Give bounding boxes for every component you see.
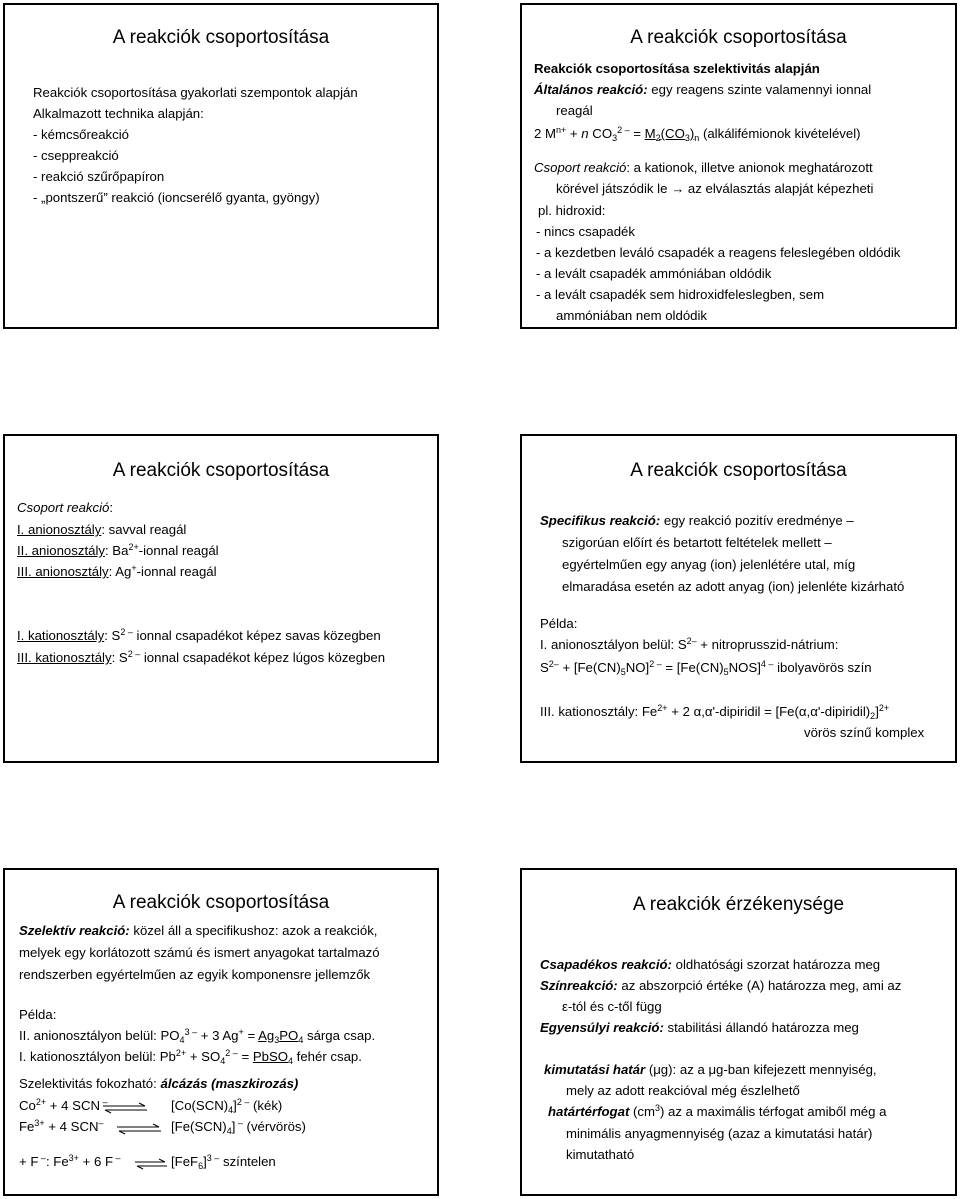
slide-title: A reakciók csoportosítása (112, 460, 330, 481)
list-item: - a levált csapadék sem hidroxidfeleslegben, sem (536, 287, 825, 302)
definition-selective: Szelektív reakció: közel áll a specifikushoz: azok a reakciók, (19, 923, 378, 938)
reaction-fluoride: + F –: $Fe^{3+} + 6$ F – (19, 1153, 121, 1169)
list-item: - cseppreakció (33, 148, 119, 163)
slide-selective-reaction (3, 868, 439, 1196)
example-label: Példa: (540, 616, 578, 631)
definition-continuation: körével játszódik le → az elválasztás alapját képezheti (556, 181, 874, 196)
slide-title: A reakciók csoportosítása (112, 27, 330, 48)
example-equation: $S^{2-} + [Fe(CN)_5NO]^{2 -} = [Fe(CN)_5NOS]^{4 -}$ ibolyavörös szín (540, 659, 872, 677)
definition-continuation: reagál (556, 103, 593, 118)
list-item-continuation: ammóniában nem oldódik (556, 308, 708, 323)
slide-selectivity-grouping (520, 3, 957, 329)
definition-continuation: egyértelműen egy anyag (ion) jelenlétére utal, míg (562, 557, 856, 572)
anion-class-1: I. anionosztály: savval reagál (17, 522, 187, 537)
definition-specific: Specifikus reakció: egy reakció pozitív eredménye – (540, 513, 854, 528)
example-label: Példa: (19, 1007, 57, 1022)
list-item: - kémcsőreakció (33, 127, 130, 142)
definition-continuation: kimutatható (566, 1147, 635, 1162)
definition-continuation: szigorúan előírt és betartott feltételek mellett – (562, 535, 832, 550)
equation-carbonate: 2 $M^{n+} + n$ $CO_3^{2 -} = M_2(CO_3)_n$ (alkálifémionok kivételével) (534, 125, 861, 143)
list-item: - a levált csapadék ammóniában oldódik (536, 266, 772, 281)
reaction-cobalt: $Co^{2+} + 4$ SCN – (19, 1097, 108, 1113)
anion-class-2: II. anionosztály: $Ba^{2+}$-ionnal reagál (17, 542, 219, 558)
definition-detection-limit: kimutatási határ (μg): az a μg-ban kifejezett mennyiség, (544, 1062, 877, 1077)
right-arrow-icon: → (671, 181, 685, 196)
example-equation: III. kationosztály: $Fe^{2+} + 2$ α,α'-dipiridil = $[Fe(\alpha,\alpha'-dipiridil)_2]^{2+}$ (540, 703, 890, 721)
example-result: vörös színű komplex (804, 725, 925, 740)
text-line: Reakciók csoportosítása gyakorlati szempontok alapján (33, 85, 358, 100)
definition-precipitate: Csapadékos reakció: oldhatósági szorzat határozza meg (540, 957, 881, 972)
slide-title: A reakciók csoportosítása (630, 27, 847, 48)
masking-line: Szelektivitás fokozható: álcázás (maszkirozás) (19, 1076, 299, 1091)
reaction-iron: $Fe^{3+} + 4$ SCN– (19, 1118, 104, 1134)
example-equation: II. anionosztályon belül: $PO_4^{3 -} + 3$ $Ag^+ = Ag_3PO_4$ sárga csap. (19, 1027, 376, 1045)
slide-title: A reakciók csoportosítása (630, 460, 847, 481)
anion-class-3: III. anionosztály: Ag+-ionnal reagál (17, 563, 217, 579)
list-item: - „pontszerű” reakció (ioncserélő gyanta, gyöngy) (33, 190, 320, 205)
example-label: pl. hidroxid: (538, 203, 606, 218)
term: Csoport reakció (534, 160, 627, 175)
equilibrium-arrow-icon (101, 1102, 149, 1114)
definition-continuation: rendszerben egyértelműen az egyik komponensre jellemzők (19, 967, 371, 982)
definition-group: Csoport reakció: (17, 500, 114, 515)
definition-continuation: melyek egy korlátozott számú és ismert anyagokat tartalmazó (19, 945, 380, 960)
reaction-product: $[FeF_6]^{3 -}$ színtelen (171, 1153, 276, 1171)
slide-specific-reaction (520, 434, 957, 763)
term: Általános reakció: (534, 82, 648, 97)
reaction-product: $[Co(SCN)_4]^{2 -}$ (kék) (171, 1097, 283, 1115)
definition-equilibrium: Egyensúlyi reakció: stabilitási állandó határozza meg (540, 1020, 859, 1035)
definition-continuation: minimális anyagmennyiség (azaz a kimutatási határ) (566, 1126, 873, 1141)
section-heading: Reakciók csoportosítása szelektivitás alapján (534, 61, 820, 76)
equilibrium-arrow-icon (115, 1123, 163, 1135)
definition-group: Csoport reakció: a kationok, illetve anionok meghatározott (534, 160, 873, 175)
slide-title: A reakciók csoportosítása (112, 892, 330, 913)
reaction-product: $[Fe(SCN)_4]$ – (vérvörös) (171, 1118, 306, 1136)
list-item: - nincs csapadék (536, 224, 635, 239)
text-line: Alkalmazott technika alapján: (33, 106, 204, 121)
definition-general: Általános reakció: egy reagens szinte valamennyi ionnal (534, 82, 872, 97)
cation-class-3: III. kationosztály: $S^{2 -}$ ionnal csapadékot képez lúgos közegben (17, 649, 386, 665)
slide-title: A reakciók érzékenysége (632, 894, 845, 915)
definition-color: Színreakció: az abszorpció értéke (A) határozza meg, ami az (540, 978, 902, 993)
definition-continuation: mely az adott reakcióval még észlelhető (566, 1083, 800, 1098)
list-item: - reakció szűrőpapíron (33, 169, 165, 184)
definition-limit-volume: határtérfogat $(cm^3)$ az a maximális térfogat amiből még a (548, 1103, 887, 1119)
slide-sensitivity (520, 868, 957, 1196)
example-equation: I. kationosztályon belül: $Pb^{2+} + SO_4^{2 -}$ = PbSO$_4$ fehér csap. (19, 1048, 362, 1066)
definition-continuation: elmaradása esetén az adott anyag (ion) jelenléte kizárható (562, 579, 905, 594)
cation-class-1: I. kationosztály: $S^{2 -}$ ionnal csapadékot képez savas közegben (17, 627, 381, 643)
slide-group-reaction-classes (3, 434, 439, 763)
equilibrium-arrow-icon (133, 1158, 169, 1170)
list-item: - a kezdetben leváló csapadék a reagens feleslegében oldódik (536, 245, 901, 260)
slide-practical-grouping (3, 3, 439, 329)
example-line: I. anionosztályon belül: $S^{2-}$ + nitroprusszid-nátrium: (540, 636, 839, 652)
definition-continuation: ε-tól és c-től függ (562, 999, 662, 1014)
